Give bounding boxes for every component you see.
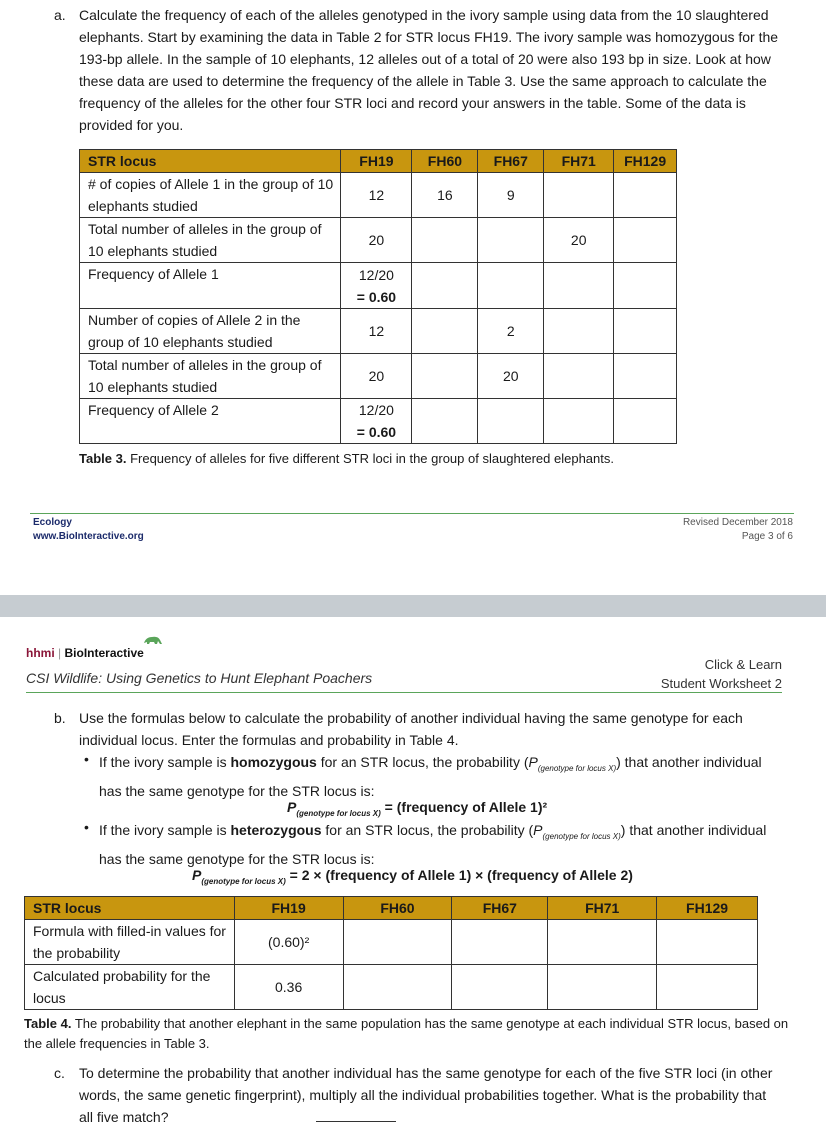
part-a-letter: a. bbox=[54, 7, 66, 23]
cell-fh67[interactable] bbox=[452, 920, 548, 965]
part-b-letter: b. bbox=[54, 710, 66, 726]
cell-fh71[interactable]: 20 bbox=[544, 218, 614, 263]
part-c-text: To determine the probability that another individual has the same genotype for each of the five STR loci (in other words, the same genetic fingerprint), multiply all the individual probabilities together. What is the probability that all five match? bbox=[79, 1065, 773, 1125]
footer-website: www.BioInteractive.org bbox=[33, 531, 144, 542]
table-3-header-cell: FH71 bbox=[544, 150, 614, 173]
cell-fh60[interactable] bbox=[343, 965, 452, 1010]
cell-fh19[interactable]: 12 bbox=[341, 173, 412, 218]
header-rule bbox=[26, 692, 782, 693]
table-row bbox=[80, 399, 677, 444]
fraction: 12/20 bbox=[358, 402, 394, 418]
part-a-text: Calculate the frequency of each of the alleles genotyped in the ivory sample using data from the 10 slaughtered elephants. Start by examining the data in Table 2 for STR locus FH19. The ivory sample was homozygous for the 193-bp allele. In the sample of 10 elephants, 12 alleles out of a total of 20 were also 193 bp in size. Look at how these data are used to determine the frequency of the allele in Table 3. Use the same approach to calculate the frequency of the alleles for the other four STR loci and record your answers in the table. Some of the data is provided for you. bbox=[79, 7, 779, 133]
cell-fh71[interactable] bbox=[548, 965, 657, 1010]
hhmi-logo: hhmi bbox=[26, 646, 55, 660]
cell-fh67[interactable]: 9 bbox=[478, 173, 544, 218]
part-b-text: Use the formulas below to calculate the probability of another individual having the same genotype for each individual locus. Enter the formulas and probability in Table 4. bbox=[79, 710, 743, 748]
cell-fh19[interactable]: 0.36 bbox=[234, 965, 343, 1010]
header-worksheet: Student Worksheet 2 bbox=[660, 676, 782, 691]
cell-fh60[interactable] bbox=[412, 354, 478, 399]
frequency-value: = 0.60 bbox=[356, 424, 397, 440]
bullet-heterozygous: If the ivory sample is heterozygous for an STR locus, the probability $(P_{(genotype for locus X)})$ that another individual has the same genotype for the STR locus is: bbox=[99, 822, 767, 867]
cell-fh67[interactable] bbox=[478, 218, 544, 263]
table-row bbox=[25, 920, 758, 965]
caption-label: Table 3. bbox=[79, 451, 127, 466]
table-4-header-cell: FH71 bbox=[548, 897, 657, 920]
cell-fh67[interactable] bbox=[452, 965, 548, 1010]
cell-fh60[interactable] bbox=[412, 263, 478, 309]
biointeractive-logo: BioInteractive bbox=[64, 646, 144, 660]
cell-fh67[interactable]: 2 bbox=[478, 309, 544, 354]
cell-fh19[interactable]: 20 bbox=[341, 354, 412, 399]
cell-fh71[interactable] bbox=[544, 399, 614, 444]
table-3-header-cell: FH60 bbox=[412, 150, 478, 173]
table-4-header bbox=[25, 897, 758, 920]
caption-label: Table 4. bbox=[24, 1016, 72, 1031]
cell-fh71[interactable] bbox=[548, 920, 657, 965]
cell-fh19[interactable]: 20 bbox=[341, 218, 412, 263]
table-row bbox=[80, 263, 677, 309]
row-label: Formula with filled-in values for the probability bbox=[25, 920, 235, 965]
cell-fh71[interactable] bbox=[544, 173, 614, 218]
cell-fh19[interactable] bbox=[341, 399, 412, 444]
header-click-learn: Click & Learn bbox=[704, 657, 782, 672]
bullet-dot: • bbox=[84, 751, 89, 767]
footer-left-1: Ecology bbox=[33, 517, 72, 528]
cell-fh129[interactable] bbox=[614, 309, 677, 354]
table-4-caption bbox=[24, 1014, 794, 1054]
table-3-header bbox=[80, 150, 677, 173]
cell-fh19[interactable]: (0.60)² bbox=[234, 920, 343, 965]
cell-fh71[interactable] bbox=[544, 309, 614, 354]
bullet-homozygous: If the ivory sample is homozygous for an STR locus, the probability $(P_{(genotype for locus X)})$ that another individual has the same genotype for the STR locus is: bbox=[99, 754, 762, 799]
cell-fh19[interactable] bbox=[341, 263, 412, 309]
header-brand: hhmi | BioInteractive bbox=[26, 646, 144, 660]
table-4-header-cell: FH19 bbox=[234, 897, 343, 920]
table-3 bbox=[79, 149, 677, 444]
table-row bbox=[80, 218, 677, 263]
table-4 bbox=[24, 896, 758, 1010]
footer-page: Page 3 of 6 bbox=[741, 531, 793, 542]
cell-fh71[interactable] bbox=[544, 354, 614, 399]
footer-revised: Revised December 2018 bbox=[682, 517, 793, 528]
footer-rule bbox=[30, 513, 794, 514]
table-3-header-cell: FH67 bbox=[478, 150, 544, 173]
cell-fh67[interactable]: 20 bbox=[478, 354, 544, 399]
table-row bbox=[25, 965, 758, 1010]
table-row bbox=[80, 354, 677, 399]
cell-fh129[interactable] bbox=[614, 263, 677, 309]
cell-fh60[interactable] bbox=[412, 218, 478, 263]
cell-fh67[interactable] bbox=[478, 399, 544, 444]
cell-fh71[interactable] bbox=[544, 263, 614, 309]
formula-homozygous: $P_{(genotype for locus X)}$ = (frequency of Allele 1)² bbox=[287, 799, 548, 818]
table-4-header-cell: FH60 bbox=[343, 897, 452, 920]
cell-fh129[interactable] bbox=[614, 173, 677, 218]
table-3-header-cell: FH129 bbox=[614, 150, 677, 173]
row-label: Frequency of Allele 1 bbox=[80, 263, 341, 309]
table-row bbox=[80, 309, 677, 354]
cell-fh129[interactable] bbox=[614, 218, 677, 263]
caption-text: The probability that another elephant in the same population has the same genotype at each individual STR locus, based on the allele frequencies in Table 3. bbox=[24, 1016, 789, 1051]
table-4-header-cell: FH129 bbox=[657, 897, 758, 920]
table-row bbox=[80, 173, 677, 218]
table-3-header-cell: STR locus bbox=[80, 150, 341, 173]
fraction: 12/20 bbox=[358, 266, 394, 283]
bullet-dot: • bbox=[84, 819, 89, 835]
row-label: Calculated probability for the locus bbox=[25, 965, 235, 1010]
cell-fh67[interactable] bbox=[478, 263, 544, 309]
row-label: Total number of alleles in the group of 10 elephants studied bbox=[80, 218, 341, 263]
caption-text: Frequency of alleles for five different STR loci in the group of slaughtered elephants. bbox=[126, 451, 614, 466]
cell-fh19[interactable]: 12 bbox=[341, 309, 412, 354]
formula-heterozygous: $P_{(genotype for locus X)} = 2$ × (frequency of Allele 1) × (frequency of Allele 2) bbox=[192, 867, 633, 886]
cell-fh60[interactable] bbox=[343, 920, 452, 965]
table-3-header-cell: FH19 bbox=[341, 150, 412, 173]
cell-fh129[interactable] bbox=[657, 965, 758, 1010]
row-label: # of copies of Allele 1 in the group of 10 elephants studied bbox=[80, 173, 341, 218]
table-4-header-cell: FH67 bbox=[452, 897, 548, 920]
table-4-header-cell: STR locus bbox=[25, 897, 235, 920]
elephant-logo-icon bbox=[142, 634, 164, 646]
row-label: Number of copies of Allele 2 in the group of 10 elephants studied bbox=[80, 309, 341, 354]
cell-fh129[interactable] bbox=[657, 920, 758, 965]
cell-fh129[interactable] bbox=[614, 354, 677, 399]
row-label: Frequency of Allele 2 bbox=[80, 399, 341, 444]
row-label: Total number of alleles in the group of 10 elephants studied bbox=[80, 354, 341, 399]
cell-fh60[interactable]: 16 bbox=[412, 173, 478, 218]
answer-line[interactable] bbox=[316, 1121, 396, 1122]
page-divider bbox=[0, 595, 826, 617]
part-c-letter: c. bbox=[54, 1065, 65, 1081]
frequency-value: = 0.60 bbox=[356, 288, 397, 305]
header-subtitle: CSI Wildlife: Using Genetics to Hunt Elephant Poachers bbox=[26, 670, 373, 686]
table-3-caption bbox=[79, 451, 614, 466]
cell-fh129[interactable] bbox=[614, 399, 677, 444]
cell-fh60[interactable] bbox=[412, 399, 478, 444]
cell-fh60[interactable] bbox=[412, 309, 478, 354]
